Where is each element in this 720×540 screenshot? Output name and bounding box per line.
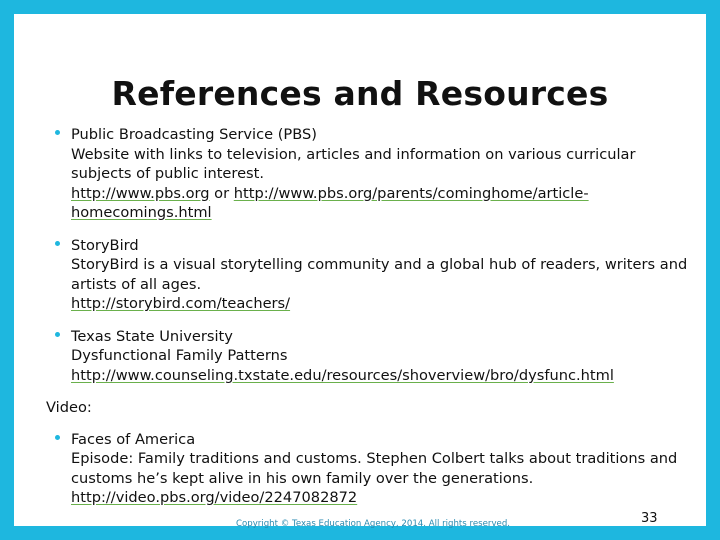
or-separator: or: [209, 184, 234, 202]
reference-description: StoryBird is a visual storytelling community and a global hub of readers, writers and: [71, 256, 688, 273]
reference-links: [71, 294, 706, 314]
reference-links: [71, 203, 706, 223]
txstate-link[interactable]: http://www.counseling.txstate.edu/resources/shoverview/bro/dysfunc.html: [71, 366, 614, 384]
reference-item-pbs: [46, 125, 706, 223]
bullet-icon: [55, 435, 60, 440]
copyright-footer: Copyright © Texas Education Agency, 2014. All rights reserved.: [236, 519, 510, 529]
bullet-icon: [55, 130, 60, 135]
reference-heading: StoryBird: [71, 236, 139, 254]
reference-description: subjects of public interest.: [71, 165, 265, 182]
reference-item-txstate: [46, 327, 706, 386]
reference-links: [71, 488, 706, 508]
reference-description: Episode: Family traditions and customs. Stephen Colbert talks about traditions and: [71, 450, 678, 467]
slide-content: [46, 125, 706, 521]
reference-links: [71, 184, 706, 204]
reference-heading: Texas State University: [71, 327, 233, 345]
reference-item-storybird: [46, 236, 706, 314]
pbs-article-link-cont[interactable]: homecomings.html: [71, 204, 212, 221]
reference-description: artists of all ages.: [71, 275, 202, 293]
reference-links: [71, 366, 706, 386]
reference-description: Dysfunctional Family Patterns: [71, 347, 288, 364]
pbs-link[interactable]: http://www.pbs.org: [71, 184, 210, 202]
video-section-label: Video:: [46, 399, 92, 416]
storybird-link[interactable]: http://storybird.com/teachers/: [71, 295, 291, 312]
reference-item-faces-of-america: [46, 430, 706, 508]
reference-description: Website with links to television, articles and information on various curricular: [71, 145, 636, 163]
bullet-icon: [55, 241, 60, 246]
pbs-article-link[interactable]: http://www.pbs.org/parents/cominghome/article-: [233, 184, 589, 202]
video-link[interactable]: http://video.pbs.org/video/2247082872: [71, 489, 358, 506]
bullet-icon: [55, 332, 60, 337]
reference-description: customs he’s kept alive in his own family over the generations.: [71, 469, 534, 487]
slide-title: References and Resources: [111, 74, 609, 113]
reference-heading: Public Broadcasting Service (PBS): [71, 126, 317, 143]
page-number: 33: [641, 511, 658, 526]
reference-heading: Faces of America: [71, 430, 196, 448]
